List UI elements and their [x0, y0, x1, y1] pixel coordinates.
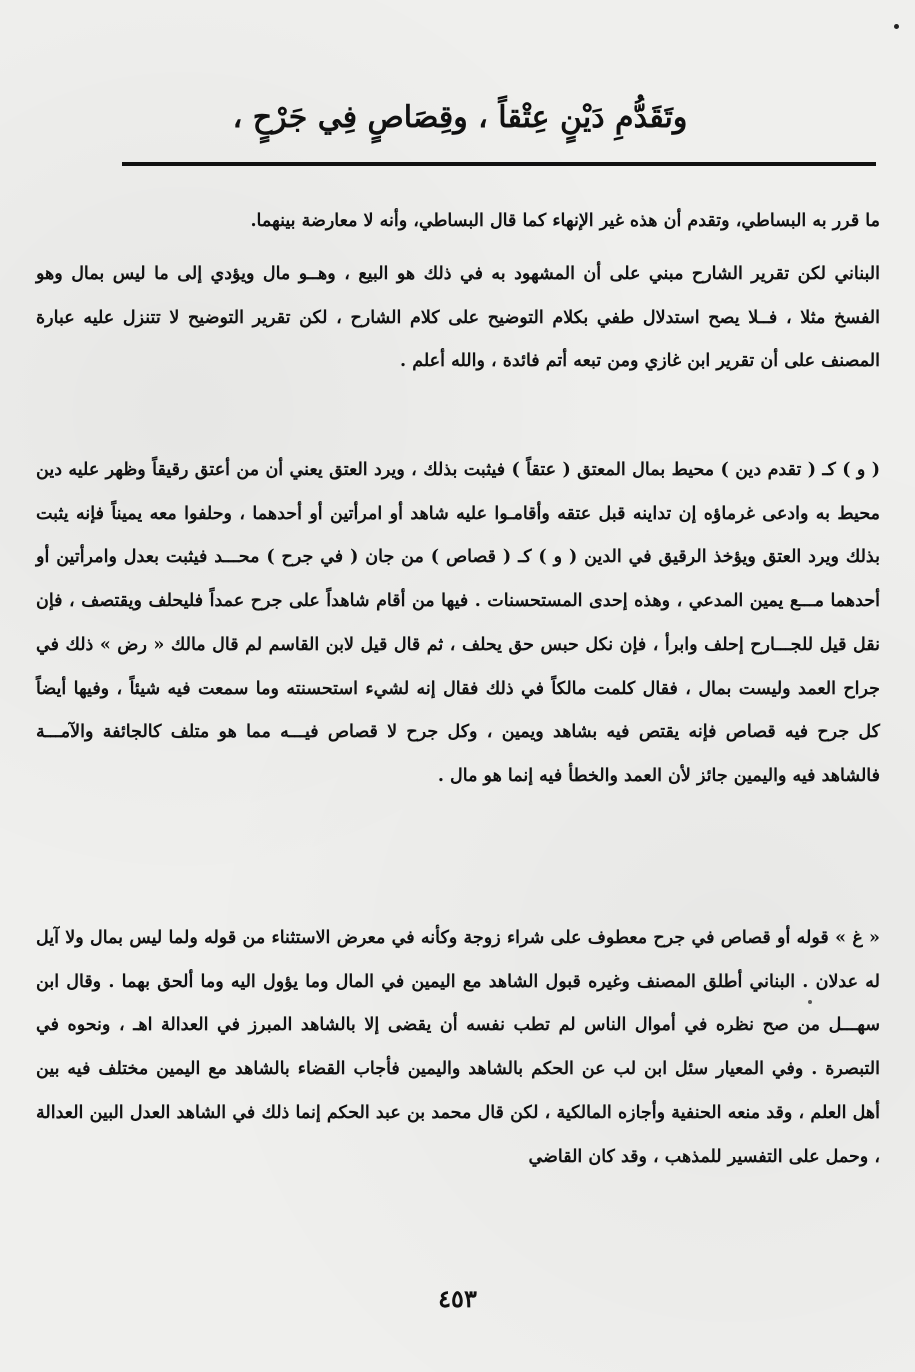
print-speck [808, 1000, 812, 1004]
paragraph-2: البناني لكن تقرير الشارح مبني على أن المشهود به في ذلك هو البيع ، وهــو مال ويؤدي إلى ما ليس بمال وهو الفسخ مثلا ، فــلا يصح استدلال طفي بكلام التوضيح على كلام الشارح ، لكن تقرير التوضيح لا تتنزل عليه عبارة المصنف على أن تقرير ابن غازي ومن تبعه أتم فائدة ، والله أعلم . [36, 264, 880, 372]
paragraph-1: ما قرر به البساطي، وتقدم أن هذه غير الإنهاء كما قال البساطي، وأنه لا معارضة بينهما. [250, 211, 880, 231]
page-number: ٤٥٣ [438, 1284, 477, 1313]
header-divider [122, 162, 876, 166]
paragraph-3: ( و ) كـ ( تقدم دين ) محيط بمال المعتق ( عتقاً ) فيثبت بذلك ، ويرد العتق يعني أن من أعتق رقيقاً وظهر عليه دين محيط به وادعى غرماؤه إن تداينه قبل عتقه وأقامـوا عليه شاهد أو امرأتين أو أحدهما ، وحلفوا معه يميناً فإنه يثبت بذلك ويرد العتق ويؤخذ الرقيق في الدين ( و ) كـ ( قصاص ) من جان ( في جرح ) محـــد فيثبت بعدل وامرأتين أو أحدهما مـــع يمين المدعي ، وهذه إحدى المستحسنات . فيها من أقام شاهداً على جرح عمداً فليحلف ويقتصف ، فإن نقل قيل للجـــارح إحلف وابرأ ، فإن نكل حبس حق يحلف ، ثم قال قيل لابن القاسم لم قال مالك « رض » ذلك في جراح العمد وليست بمال ، فقال كلمت مالكاً في ذلك فقال إنه لشيء استحسنته وما سمعت فيه شيئاً ، وفيها أيضاً كل جرح فيه قصاص فإنه يقتص فيه بشاهد ويمين ، وكل جرح لا قصاص فيـــه مما هو متلف كالجائفة والآمـــة فالشاهد فيه واليمين جائز لأن العمد والخطأ فيه إنما هو مال . [36, 460, 880, 786]
page-header-title: وتَقَدُّمِ دَيْنٍ عِتْقاً ، وقِصَاصٍ فِي جَرْحٍ ، [232, 100, 688, 135]
print-speck [894, 24, 899, 29]
paragraph-4: « غ » قوله أو قصاص في جرح معطوف على شراء زوجة وكأنه في معرض الاستثناء من قوله ولما ليس بمال ولا آيل له عدلان . البناني أطلق المصنف وغيره قبول الشاهد مع اليمين في المال وما يؤول اليه وما ألحق بهما . وقال ابن سهـــل من صح نظره في أموال الناس لم تطب نفسه أن يقضى إلا بالشاهد المبرز في العدالة اهـ ، ونحوه في التبصرة . وفي المعيار سئل ابن لب عن الحكم بالشاهد واليمين فأجاب القضاء بالشاهد مع اليمين مختلف فيه بين أهل العلم ، وقد منعه الحنفية وأجازه المالكية ، لكن قال محمد بن عبد الحكم إنما ذلك في الشاهد العدل البين العدالة ، وحمل على التفسير للمذهب ، وقد كان القاضي [36, 928, 880, 1167]
